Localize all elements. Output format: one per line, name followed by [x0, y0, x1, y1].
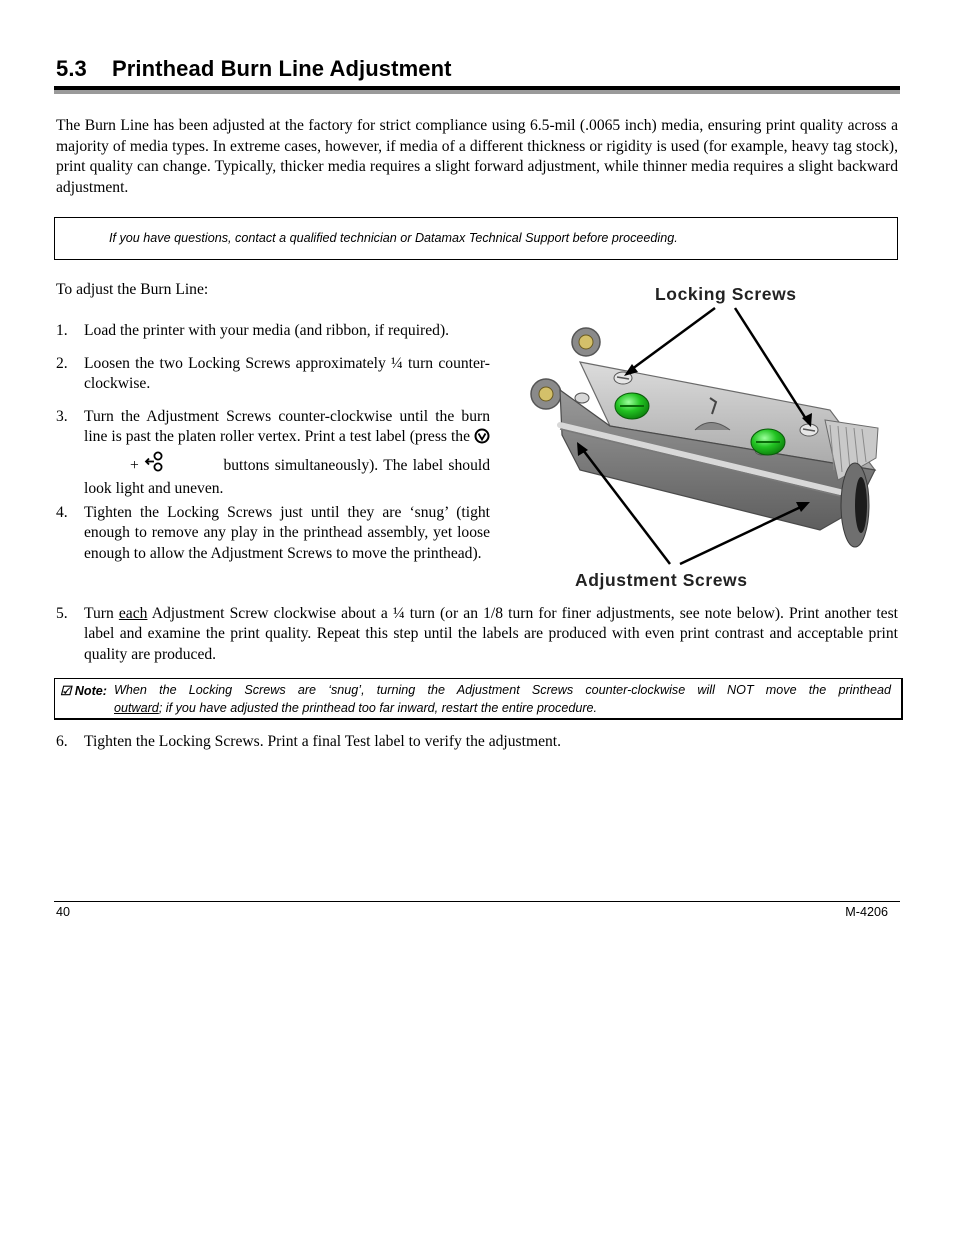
heading-rule-shadow	[54, 90, 900, 94]
step-5-text-post: Adjustment Screw clockwise about a ¼ turn (or an 1/8 turn for finer adjustments, see note below). Print another test label and examine the print quality. Repeat this step until the labels are produced with even print contrast and acceptable print quality are produced.	[84, 605, 899, 663]
note-label: ☑ Note:	[60, 684, 107, 698]
step-5-emphasis: each	[118, 605, 148, 622]
page-number: 40	[56, 905, 71, 919]
feed-button-icon	[144, 451, 166, 479]
step-3-text-pre: Turn the Adjustment Screws counter-clockwise until the burn line is past the platen roller vertex. Print a test label (press the	[84, 408, 490, 446]
step-text: Load the printer with your media (and ribbon, if required).	[84, 322, 450, 339]
step-5-text-pre: Turn	[84, 605, 114, 622]
note-box	[54, 678, 903, 720]
step-text	[84, 407, 490, 499]
step-number: 1.	[56, 322, 68, 339]
adjustment-screws-label: Adjustment Screws	[575, 570, 748, 590]
pause-button-icon	[474, 428, 490, 450]
step-number: 4.	[56, 504, 68, 521]
step-number: 6.	[56, 733, 68, 750]
footer-rule	[54, 901, 900, 902]
caution-box	[54, 217, 898, 260]
step-3-text-post: buttons simultaneously). The label should look light and uneven.	[84, 456, 491, 497]
caution-text: If you have questions, contact a qualified technician or Datamax Technical Support before proceeding.	[109, 231, 678, 245]
note-emphasis: outward	[114, 701, 159, 715]
step-text: Tighten the Locking Screws just until they are ‘snug’ (tight enough to remove any play in the printhead assembly, yet loose enough to allow the Adjustment Screws to move the printhead).	[84, 504, 490, 562]
adjustment-screw-right	[751, 429, 785, 455]
step-text: Tighten the Locking Screws. Print a final Test label to verify the adjustment.	[84, 733, 562, 750]
section-heading	[56, 56, 452, 82]
intro-paragraph: The Burn Line has been adjusted at the factory for strict compliance using 6.5-mil (.0065 inch) media, ensuring print quality across a majority of media types. In extreme cases, however, if media of a different thickness or rigidity is used (for example, heavy tag stock), print quality can change. Typically, thicker media requires a slight forward adjustment, while thinner media requires a slight backward adjustment.	[56, 117, 898, 196]
procedure-lead: To adjust the Burn Line:	[56, 281, 209, 298]
step-3-plus: +	[130, 456, 139, 474]
checkbox-icon: ☑	[60, 684, 72, 698]
section-number: 5.3	[56, 56, 87, 81]
step-number: 3.	[56, 408, 68, 425]
locking-screws-label: Locking Screws	[655, 284, 797, 304]
printhead-figure	[520, 280, 900, 595]
document-id: M-4206	[845, 905, 888, 919]
note-line-2: outward; if you have adjusted the printhead too far inward, restart the entire procedure.	[114, 701, 598, 715]
step-text	[84, 604, 898, 665]
locking-screw-right	[800, 424, 818, 436]
printhead-illustration	[520, 280, 900, 595]
step-number: 2.	[56, 355, 68, 372]
step-text: Loosen the two Locking Screws approximately ¼ turn counter-clockwise.	[84, 355, 490, 393]
note-line-1: When the Locking Screws are ‘snug’, turning the Adjustment Screws counter-clockwise will NOT move the printhead	[114, 683, 891, 697]
adjustment-screw-left	[615, 393, 649, 419]
step-number: 5.	[56, 605, 68, 622]
section-title: Printhead Burn Line Adjustment	[112, 56, 452, 81]
